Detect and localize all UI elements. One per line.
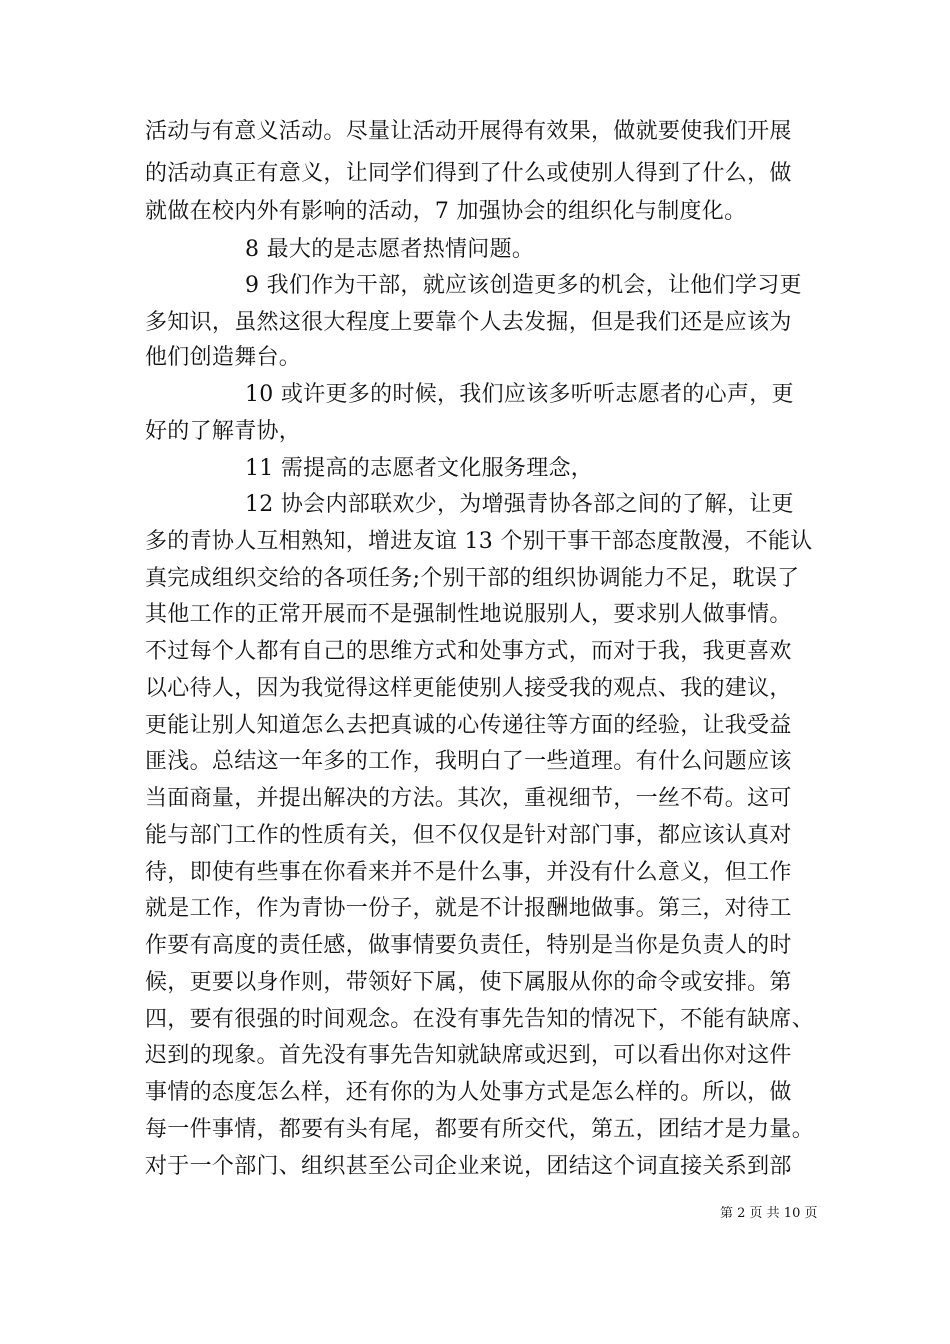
- text-line: 更能让别人知道怎么去把真诚的心传递往等方面的经验，让我受益: [145, 713, 792, 738]
- text-line: 就做在校内外有影响的活动，7 加强协会的组织化与制度化。: [145, 199, 747, 224]
- text-line: 真完成组织交给的各项任务;个别干部的组织协调能力不足，耽误了: [145, 566, 800, 591]
- text-line: 好的了解青协，: [145, 419, 302, 444]
- text-line: 活动与有意义活动。尽量让活动开展得有效果，做就要使我们开展: [145, 119, 792, 144]
- text-line: 当面商量，并提出解决的方法。其次，重视细节，一丝不苟。这可: [145, 786, 792, 811]
- text-line: 能与部门工作的性质有关，但不仅仅是针对部门事，都应该认真对: [145, 823, 792, 848]
- text-line: 11 需提高的志愿者文化服务理念，: [245, 456, 594, 481]
- text-line: 匪浅。总结这一年多的工作，我明白了一些道理。有什么问题应该: [145, 749, 792, 774]
- text-line: 他们创造舞台。: [145, 345, 302, 370]
- text-line: 就是工作，作为青协一份子，就是不计报酬地做事。第三，对待工: [145, 896, 792, 921]
- text-line: 候，更要以身作则，带领好下属，使下属服从你的命令或安排。第: [145, 970, 792, 995]
- text-line: 事情的态度怎么样，还有你的为人处事方式是怎么样的。所以，做: [145, 1080, 792, 1105]
- text-line: 每一件事情，都要有头有尾，都要有所交代，第五，团结才是力量。: [145, 1117, 815, 1142]
- text-line: 多的青协人互相熟知，增进友谊 13 个别干事干部态度散漫，不能认: [145, 529, 813, 554]
- text-line: 迟到的现象。首先没有事先告知就缺席或迟到，可以看出你对这件: [145, 1043, 792, 1068]
- text-line: 10 或许更多的时候，我们应该多听听志愿者的心声，更: [245, 382, 794, 407]
- text-line: 对于一个部门、组织甚至公司企业来说，团结这个词直接关系到部: [145, 1154, 792, 1179]
- text-line: 9 我们作为干部，就应该创造更多的机会，让他们学习更: [245, 273, 802, 298]
- text-line: 8 最大的是志愿者热情问题。: [245, 237, 535, 262]
- text-line: 的活动真正有意义，让同学们得到了什么或使别人得到了什么，做: [145, 161, 792, 186]
- text-line: 12 协会内部联欢少，为增强青协各部之间的了解，让更: [245, 492, 794, 517]
- text-line: 不过每个人都有自己的思维方式和处事方式，而对于我，我更喜欢: [145, 639, 792, 664]
- page-number-footer: 第 2 页 共 10 页: [720, 1206, 818, 1221]
- text-line: 以心待人，因为我觉得这样更能使别人接受我的观点、我的建议，: [145, 676, 792, 701]
- text-line: 四，要有很强的时间观念。在没有事先告知的情况下，不能有缺席、: [145, 1007, 815, 1032]
- text-line: 作要有高度的责任感，做事情要负责任，特别是当你是负责人的时: [145, 933, 792, 958]
- text-line: 多知识，虽然这很大程度上要靠个人去发掘，但是我们还是应该为: [145, 310, 792, 335]
- text-line: 待，即使有些事在你看来并不是什么事，并没有什么意义，但工作: [145, 860, 792, 885]
- text-line: 其他工作的正常开展而不是强制性地说服别人，要求别人做事情。: [145, 602, 792, 627]
